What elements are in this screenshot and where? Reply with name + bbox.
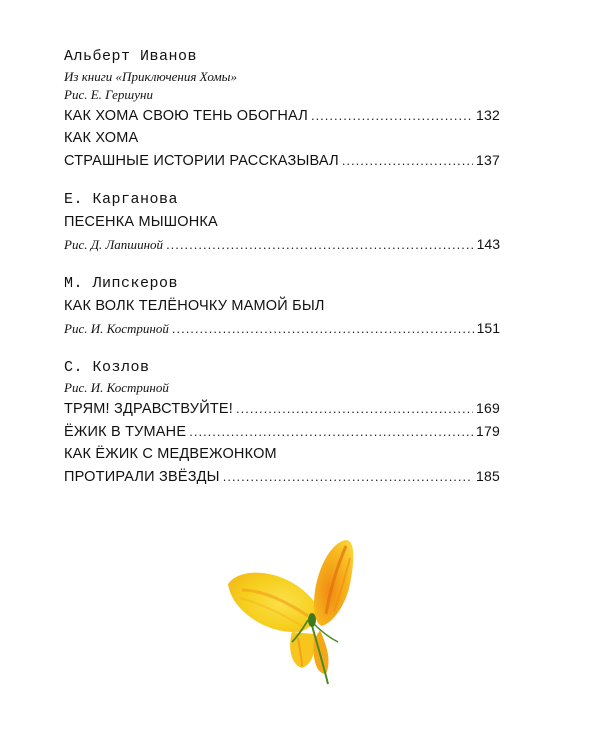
entry-title: ПРОТИРАЛИ ЗВЁЗДЫ: [64, 469, 220, 485]
book-source: Из книги «Приключения Хомы»: [64, 69, 237, 84]
entry-title-line: КАК ЁЖИК С МЕДВЕЖОНКОМ: [64, 446, 277, 462]
toc-entry[interactable]: [64, 317, 500, 340]
toc-entry[interactable]: [64, 233, 500, 256]
author-name: С. Козлов: [64, 359, 150, 376]
illustrator-credit: Рис. Е. Гершуни: [64, 87, 153, 102]
toc-section-karganova: [64, 189, 500, 256]
butterfly-icon: [222, 534, 390, 686]
toc-section-lipskerov: [64, 273, 500, 340]
entry-title-line: КАК ВОЛК ТЕЛЁНОЧКУ МАМОЙ БЫЛ: [64, 298, 325, 314]
dot-leader: [166, 234, 474, 256]
dot-leader: [223, 466, 473, 488]
dot-leader: [172, 318, 474, 340]
entry-title: ЁЖИК В ТУМАНЕ: [64, 424, 187, 440]
page-number: 151: [476, 320, 500, 336]
illustrator-credit: Рис. Д. Лапшиной: [64, 237, 164, 252]
author-name: М. Липскеров: [64, 275, 179, 292]
page-number: 185: [476, 468, 500, 484]
dot-leader: [236, 398, 473, 420]
illustrator-credit: Рис. И. Костриной: [64, 321, 169, 336]
entry-title-line: ПЕСЕНКА МЫШОНКА: [64, 214, 218, 230]
toc-entry[interactable]: [64, 104, 500, 127]
author-name: Е. Карганова: [64, 191, 179, 208]
entry-title: ТРЯМ! ЗДРАВСТВУЙТЕ!: [64, 401, 233, 417]
entry-title-line: КАК ХОМА: [64, 130, 139, 146]
page-number: 169: [476, 400, 500, 416]
dot-leader: [311, 105, 473, 127]
page-number: 179: [476, 423, 500, 439]
author-name: Альберт Иванов: [64, 48, 198, 65]
page-number: 137: [476, 152, 500, 168]
entry-title: СТРАШНЫЕ ИСТОРИИ РАССКАЗЫВАЛ: [64, 153, 339, 169]
illustrator-credit: Рис. И. Костриной: [64, 380, 169, 395]
toc-section-kozlov: [64, 357, 500, 488]
dot-leader: [342, 150, 473, 172]
toc-entry[interactable]: [64, 420, 500, 443]
page-number: 132: [476, 107, 500, 123]
dot-leader: [189, 421, 473, 443]
toc-section-ivanov: [64, 46, 500, 172]
page-number: 143: [476, 236, 500, 252]
toc-entry[interactable]: [64, 465, 500, 488]
toc-entry[interactable]: [64, 149, 500, 172]
entry-title: КАК ХОМА СВОЮ ТЕНЬ ОБОГНАЛ: [64, 108, 308, 124]
toc-entry[interactable]: [64, 397, 500, 420]
table-of-contents: [64, 46, 500, 505]
